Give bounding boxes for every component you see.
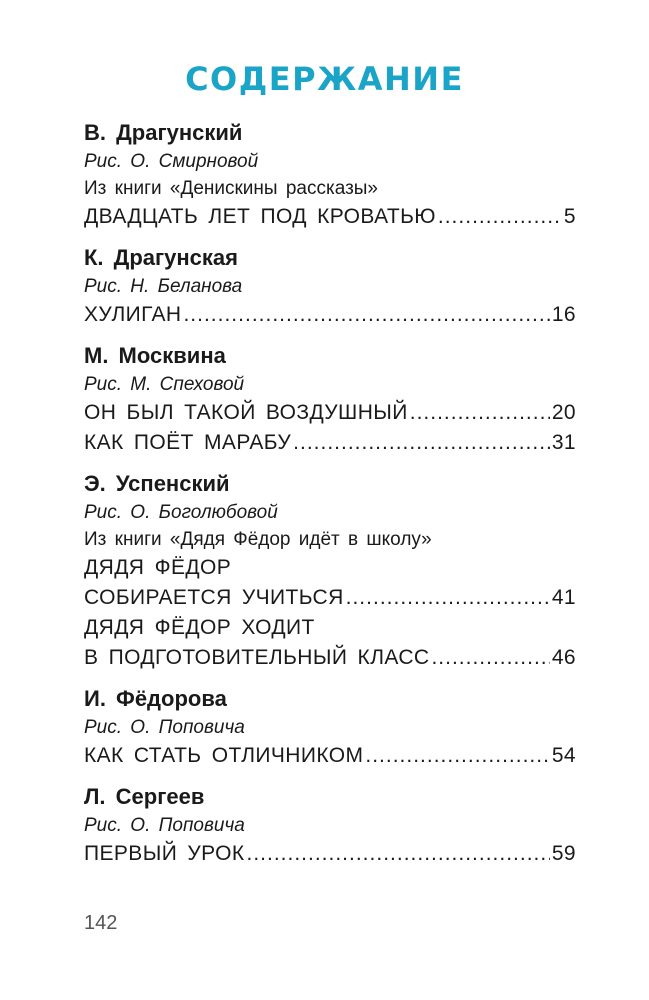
toc-entry (84, 428, 576, 458)
story-title-line: ДЯДЯ ФЁДОР ХОДИТ (84, 616, 315, 639)
toc-entry (84, 583, 576, 613)
page-ref: 59 (551, 842, 576, 865)
dot-leader (365, 741, 549, 771)
toc-section-dragunsky (84, 118, 576, 232)
page-ref: 20 (551, 401, 576, 424)
page-title: СОДЕРЖАНИЕ (185, 60, 464, 98)
story-title-line: ДЯДЯ ФЁДОР (84, 556, 232, 579)
story-title: ОН БЫЛ ТАКОЙ ВОЗДУШНЫЙ (84, 401, 408, 424)
illustrator-credit: Рис. О. Боголюбовой (84, 502, 278, 523)
toc-section-uspensky (84, 469, 576, 673)
toc-entry (84, 202, 576, 232)
page-ref: 31 (551, 431, 576, 454)
illustrator-credit: Рис. О. Поповича (84, 717, 245, 738)
page-ref: 5 (563, 205, 576, 228)
page-ref: 54 (551, 744, 576, 767)
toc-section-fedorova (84, 684, 576, 771)
page-number: 142 (84, 912, 118, 934)
toc-section-moskvina (84, 341, 576, 458)
story-title: ПЕРВЫЙ УРОК (84, 842, 245, 865)
table-of-contents (84, 118, 576, 880)
toc-section-sergeev (84, 782, 576, 869)
dot-leader (346, 583, 550, 613)
story-title: СОБИРАЕТСЯ УЧИТЬСЯ (84, 586, 344, 609)
story-title: В ПОДГОТОВИТЕЛЬНЫЙ КЛАСС (84, 646, 430, 669)
author-name: Э. Успенский (84, 471, 230, 496)
illustrator-credit: Рис. О. Смирновой (84, 151, 259, 172)
story-title: ДВАДЦАТЬ ЛЕТ ПОД КРОВАТЬЮ (84, 205, 436, 228)
book-source: Из книги «Денискины рассказы» (84, 178, 378, 199)
story-title: КАК ПОЁТ МАРАБУ (84, 431, 292, 454)
dot-leader (410, 398, 550, 428)
dot-leader (431, 643, 549, 673)
dot-leader (293, 428, 550, 458)
toc-section-dragunskaya (84, 243, 576, 330)
page-ref: 46 (551, 646, 576, 669)
illustrator-credit: Рис. О. Поповича (84, 815, 245, 836)
toc-entry (84, 300, 576, 330)
author-name: В. Драгунский (84, 120, 243, 145)
dot-leader (438, 202, 562, 232)
illustrator-credit: Рис. М. Спеховой (84, 374, 245, 395)
page-ref: 16 (551, 303, 576, 326)
author-name: М. Москвина (84, 343, 226, 368)
author-name: И. Фёдорова (84, 686, 227, 711)
story-title: КАК СТАТЬ ОТЛИЧНИКОМ (84, 744, 364, 767)
dot-leader (183, 300, 549, 330)
toc-entry (84, 839, 576, 869)
author-name: Л. Сергеев (84, 784, 205, 809)
illustrator-credit: Рис. Н. Беланова (84, 276, 243, 297)
toc-entry (84, 398, 576, 428)
dot-leader (247, 839, 550, 869)
story-title: ХУЛИГАН (84, 303, 182, 326)
page-ref: 41 (551, 586, 576, 609)
toc-entry (84, 741, 576, 771)
author-name: К. Драгунская (84, 245, 239, 270)
toc-entry (84, 643, 576, 673)
book-source: Из книги «Дядя Фёдор идёт в школу» (84, 529, 432, 550)
